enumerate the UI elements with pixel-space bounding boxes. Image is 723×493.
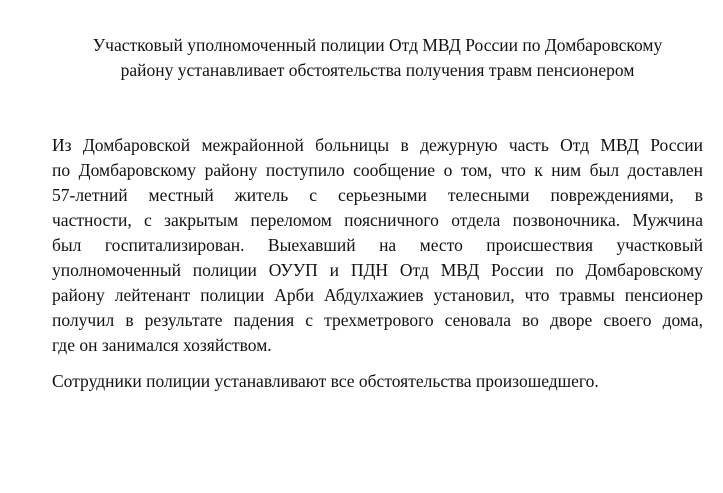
paragraph-line: по Домбаровскому району поступило сообщение о том, что к ним был доставлен <box>52 160 703 180</box>
article-title <box>52 33 703 83</box>
title-line: Участковый уполномоченный полиции Отд МВД России по Домбаровскому <box>92 35 663 55</box>
article-body <box>52 133 703 394</box>
paragraph-line: Сотрудники полиции устанавливают все обстоятельства произошедшего. <box>52 371 599 391</box>
title-line: району устанавливает обстоятельства получения травм пенсионером <box>120 60 635 80</box>
paragraph <box>52 133 703 358</box>
paragraph-line: Из Домбаровской межрайонной больницы в дежурную часть Отд МВД России <box>52 135 703 155</box>
paragraph-line: 57-летний местный житель с серьезными телесными повреждениями, в <box>52 185 703 205</box>
paragraph <box>52 369 703 394</box>
paragraph-line: уполномоченный полиции ОУУП и ПДН Отд МВД России по Домбаровскому <box>52 260 703 280</box>
paragraph-line: где он занимался хозяйством. <box>52 335 272 355</box>
paragraph-line: был госпитализирован. Выехавший на место происшествия участковый <box>52 235 703 255</box>
paragraph-line: частности, с закрытым переломом поясничного отдела позвоночника. Мужчина <box>52 210 703 230</box>
paragraph-line: получил в результате падения с трехметрового сеновала во дворе своего дома, <box>52 310 703 330</box>
paragraph-line: району лейтенант полиции Арби Абдулхажиев установил, что травмы пенсионер <box>52 285 703 305</box>
